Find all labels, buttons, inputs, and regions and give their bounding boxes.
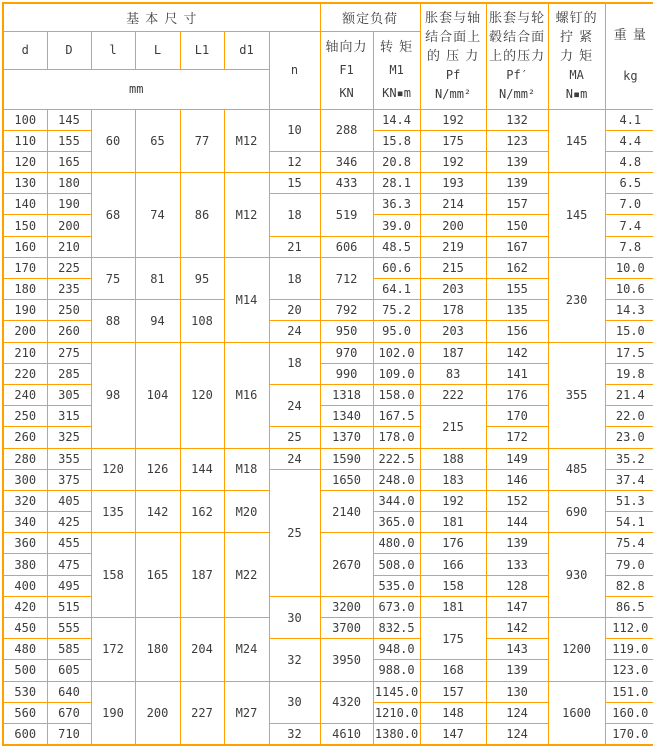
table-cell: 175 bbox=[420, 130, 486, 151]
table-cell: 95.0 bbox=[373, 321, 420, 342]
table-cell: 405 bbox=[47, 490, 91, 511]
table-cell: 190 bbox=[47, 194, 91, 215]
table-cell: 508.0 bbox=[373, 554, 420, 575]
table-cell: 158 bbox=[420, 575, 486, 596]
table-cell: 275 bbox=[47, 342, 91, 363]
table-cell: 4.8 bbox=[605, 151, 653, 172]
table-cell: 135 bbox=[91, 490, 135, 532]
table-cell: 54.1 bbox=[605, 512, 653, 533]
table-cell: 81 bbox=[135, 257, 180, 299]
table-cell: 192 bbox=[420, 490, 486, 511]
header-col-l: l bbox=[91, 31, 135, 69]
table-cell: 1590 bbox=[320, 448, 373, 469]
table-cell: 792 bbox=[320, 300, 373, 321]
table-cell: 124 bbox=[486, 723, 548, 744]
table-cell: 148 bbox=[420, 702, 486, 723]
table-cell: 88 bbox=[91, 300, 135, 342]
table-cell: 165 bbox=[47, 151, 91, 172]
table-cell: 360 bbox=[3, 533, 47, 554]
table-cell: 158 bbox=[91, 533, 135, 618]
table-row bbox=[3, 681, 653, 702]
table-cell: 1650 bbox=[320, 469, 373, 490]
table-cell: 158.0 bbox=[373, 384, 420, 405]
header-unit-mm: mm bbox=[3, 69, 269, 109]
table-cell: 139 bbox=[486, 660, 548, 681]
table-cell: 147 bbox=[486, 596, 548, 617]
table-cell: 200 bbox=[47, 215, 91, 236]
table-cell: 145 bbox=[548, 173, 605, 258]
table-cell: 21 bbox=[269, 236, 320, 257]
table-cell: 156 bbox=[486, 321, 548, 342]
table-cell: 600 bbox=[3, 723, 47, 744]
table-cell: 990 bbox=[320, 363, 373, 384]
table-cell: 480.0 bbox=[373, 533, 420, 554]
table-cell: 150 bbox=[3, 215, 47, 236]
table-cell: 86 bbox=[180, 173, 224, 258]
table-cell: 20.8 bbox=[373, 151, 420, 172]
table-cell: 6.5 bbox=[605, 173, 653, 194]
table-cell: 35.2 bbox=[605, 448, 653, 469]
table-cell: 149 bbox=[486, 448, 548, 469]
table-cell: 144 bbox=[180, 448, 224, 490]
table-cell: 109.0 bbox=[373, 363, 420, 384]
table-cell: 585 bbox=[47, 639, 91, 660]
table-cell: 36.3 bbox=[373, 194, 420, 215]
table-cell: 155 bbox=[486, 279, 548, 300]
table-cell: 124 bbox=[486, 702, 548, 723]
table-cell: 4610 bbox=[320, 723, 373, 744]
table-cell: 260 bbox=[3, 427, 47, 448]
table-cell: 210 bbox=[47, 236, 91, 257]
table-cell: 475 bbox=[47, 554, 91, 575]
table-cell: 495 bbox=[47, 575, 91, 596]
table-cell: 82.8 bbox=[605, 575, 653, 596]
table-cell: 83 bbox=[420, 363, 486, 384]
table-cell: 200 bbox=[3, 321, 47, 342]
table-cell: 355 bbox=[47, 448, 91, 469]
table-cell: 455 bbox=[47, 533, 91, 554]
table-cell: 12 bbox=[269, 151, 320, 172]
header-weight: 重 量 kg bbox=[605, 3, 653, 109]
table-cell: 60 bbox=[91, 109, 135, 173]
table-cell: 1370 bbox=[320, 427, 373, 448]
table-cell: 3200 bbox=[320, 596, 373, 617]
table-cell: 32 bbox=[269, 639, 320, 681]
table-cell: 515 bbox=[47, 596, 91, 617]
table-cell: 340 bbox=[3, 512, 47, 533]
table-cell: 248.0 bbox=[373, 469, 420, 490]
table-cell: 167.5 bbox=[373, 406, 420, 427]
table-cell: 181 bbox=[420, 512, 486, 533]
table-row bbox=[3, 618, 653, 639]
table-cell: 315 bbox=[47, 406, 91, 427]
table-cell: 380 bbox=[3, 554, 47, 575]
table-cell: M12 bbox=[224, 173, 269, 258]
table-cell: 147 bbox=[420, 723, 486, 744]
table-cell: 200 bbox=[135, 681, 180, 745]
table-cell: 21.4 bbox=[605, 384, 653, 405]
table-cell: 123.0 bbox=[605, 660, 653, 681]
table-cell: 151.0 bbox=[605, 681, 653, 702]
table-cell: 18 bbox=[269, 194, 320, 236]
table-cell: 10.0 bbox=[605, 257, 653, 278]
table-cell: 157 bbox=[486, 194, 548, 215]
table-cell: 79.0 bbox=[605, 554, 653, 575]
table-cell: 140 bbox=[3, 194, 47, 215]
table-cell: 7.8 bbox=[605, 236, 653, 257]
table-cell: 10.6 bbox=[605, 279, 653, 300]
table-header bbox=[3, 3, 653, 109]
table-cell: 4.4 bbox=[605, 130, 653, 151]
table-cell: 168 bbox=[420, 660, 486, 681]
table-cell: 250 bbox=[47, 300, 91, 321]
table-cell: 640 bbox=[47, 681, 91, 702]
table-cell: 222 bbox=[420, 384, 486, 405]
header-torque: 转 矩 M1 KN▪m bbox=[373, 31, 420, 109]
table-cell: 180 bbox=[47, 173, 91, 194]
table-cell: 3700 bbox=[320, 618, 373, 639]
table-cell: M20 bbox=[224, 490, 269, 532]
header-col-n: n bbox=[269, 31, 320, 109]
table-cell: 155 bbox=[47, 130, 91, 151]
table-cell: 152 bbox=[486, 490, 548, 511]
table-cell: 1210.0 bbox=[373, 702, 420, 723]
table-cell: 204 bbox=[180, 618, 224, 682]
table-cell: 193 bbox=[420, 173, 486, 194]
table-cell: 165 bbox=[135, 533, 180, 618]
table-row bbox=[3, 257, 653, 278]
table-cell: 425 bbox=[47, 512, 91, 533]
table-cell: 519 bbox=[320, 194, 373, 236]
table-cell: 188 bbox=[420, 448, 486, 469]
table-cell: 420 bbox=[3, 596, 47, 617]
table-cell: 142 bbox=[486, 618, 548, 639]
table-cell: 187 bbox=[420, 342, 486, 363]
table-cell: 500 bbox=[3, 660, 47, 681]
table-cell: 144 bbox=[486, 512, 548, 533]
table-cell: 346 bbox=[320, 151, 373, 172]
header-pressure-shaft: 胀套与轴 结合面上 的 压 力 Pf N/mm² bbox=[420, 3, 486, 109]
table-cell: 30 bbox=[269, 596, 320, 638]
header-col-d: d bbox=[3, 31, 47, 69]
table-cell: 102.0 bbox=[373, 342, 420, 363]
header-pressure-hub: 胀套与轮 毂结合面 上的压力 Pf′ N/mm² bbox=[486, 3, 548, 109]
table-cell: 1600 bbox=[548, 681, 605, 745]
table-cell: 605 bbox=[47, 660, 91, 681]
table-cell: 22.0 bbox=[605, 406, 653, 427]
table-cell: 14.4 bbox=[373, 109, 420, 130]
table-cell: 77 bbox=[180, 109, 224, 173]
table-cell: 145 bbox=[548, 109, 605, 173]
table-cell: 606 bbox=[320, 236, 373, 257]
table-cell: 145 bbox=[47, 109, 91, 130]
table-cell: 227 bbox=[180, 681, 224, 745]
table-cell: 183 bbox=[420, 469, 486, 490]
header-tightening-torque: 螺钉的 拧 紧 力 矩 MA N▪m bbox=[548, 3, 605, 109]
table-cell: 95 bbox=[180, 257, 224, 299]
table-cell: 375 bbox=[47, 469, 91, 490]
table-cell: 180 bbox=[3, 279, 47, 300]
table-cell: 1340 bbox=[320, 406, 373, 427]
table-cell: 230 bbox=[548, 257, 605, 342]
table-cell: 123 bbox=[486, 130, 548, 151]
table-cell: 235 bbox=[47, 279, 91, 300]
table-cell: 170 bbox=[486, 406, 548, 427]
table-cell: 219 bbox=[420, 236, 486, 257]
table-cell: 142 bbox=[135, 490, 180, 532]
table-cell: 166 bbox=[420, 554, 486, 575]
table-cell: 433 bbox=[320, 173, 373, 194]
table-cell: 190 bbox=[3, 300, 47, 321]
table-cell: 28.1 bbox=[373, 173, 420, 194]
table-cell: 23.0 bbox=[605, 427, 653, 448]
table-cell: M22 bbox=[224, 533, 269, 618]
table-row bbox=[3, 173, 653, 194]
header-col-L: L bbox=[135, 31, 180, 69]
table-cell: 7.0 bbox=[605, 194, 653, 215]
table-cell: 176 bbox=[420, 533, 486, 554]
header-axial-force: 轴向力 F1 KN bbox=[320, 31, 373, 109]
table-cell: 187 bbox=[180, 533, 224, 618]
table-cell: 75.4 bbox=[605, 533, 653, 554]
table-cell: 128 bbox=[486, 575, 548, 596]
table-cell: 1145.0 bbox=[373, 681, 420, 702]
header-col-D: D bbox=[47, 31, 91, 69]
table-cell: 160.0 bbox=[605, 702, 653, 723]
table-cell: M18 bbox=[224, 448, 269, 490]
table-cell: 555 bbox=[47, 618, 91, 639]
table-cell: M14 bbox=[224, 257, 269, 342]
table-row bbox=[3, 533, 653, 554]
table-cell: 160 bbox=[3, 236, 47, 257]
table-cell: 4320 bbox=[320, 681, 373, 723]
table-cell: 139 bbox=[486, 151, 548, 172]
table-cell: 3950 bbox=[320, 639, 373, 681]
table-cell: 181 bbox=[420, 596, 486, 617]
table-cell: 75 bbox=[91, 257, 135, 299]
table-cell: 280 bbox=[3, 448, 47, 469]
table-cell: 192 bbox=[420, 151, 486, 172]
table-cell: 108 bbox=[180, 300, 224, 342]
table-cell: 86.5 bbox=[605, 596, 653, 617]
spec-table bbox=[2, 2, 653, 746]
table-cell: M24 bbox=[224, 618, 269, 682]
table-cell: 2140 bbox=[320, 490, 373, 532]
table-cell: 15 bbox=[269, 173, 320, 194]
table-cell: 712 bbox=[320, 257, 373, 299]
table-cell: 192 bbox=[420, 109, 486, 130]
table-cell: 51.3 bbox=[605, 490, 653, 511]
table-cell: 130 bbox=[3, 173, 47, 194]
table-cell: 60.6 bbox=[373, 257, 420, 278]
header-basic-dimensions: 基 本 尺 寸 bbox=[3, 3, 320, 31]
table-cell: 30 bbox=[269, 681, 320, 723]
table-cell: 215 bbox=[420, 406, 486, 448]
table-cell: M12 bbox=[224, 109, 269, 173]
table-row bbox=[3, 448, 653, 469]
table-cell: 214 bbox=[420, 194, 486, 215]
table-cell: 18 bbox=[269, 342, 320, 384]
table-cell: 19.8 bbox=[605, 363, 653, 384]
table-cell: 240 bbox=[3, 384, 47, 405]
table-cell: 673.0 bbox=[373, 596, 420, 617]
table-cell: 288 bbox=[320, 109, 373, 151]
table-cell: 119.0 bbox=[605, 639, 653, 660]
table-cell: 48.5 bbox=[373, 236, 420, 257]
table-cell: 200 bbox=[420, 215, 486, 236]
table-cell: 15.0 bbox=[605, 321, 653, 342]
table-cell: 948.0 bbox=[373, 639, 420, 660]
table-cell: 1380.0 bbox=[373, 723, 420, 744]
table-cell: 15.8 bbox=[373, 130, 420, 151]
table-cell: 120 bbox=[180, 342, 224, 448]
table-cell: 94 bbox=[135, 300, 180, 342]
table-cell: 132 bbox=[486, 109, 548, 130]
table-cell: 126 bbox=[135, 448, 180, 490]
table-cell: 135 bbox=[486, 300, 548, 321]
table-cell: 37.4 bbox=[605, 469, 653, 490]
table-cell: 98 bbox=[91, 342, 135, 448]
table-cell: 320 bbox=[3, 490, 47, 511]
header-row-1 bbox=[3, 3, 653, 31]
table-cell: 64.1 bbox=[373, 279, 420, 300]
table-cell: 39.0 bbox=[373, 215, 420, 236]
table-cell: 178 bbox=[420, 300, 486, 321]
table-body bbox=[3, 109, 653, 745]
table-cell: 988.0 bbox=[373, 660, 420, 681]
table-row bbox=[3, 342, 653, 363]
table-cell: 2670 bbox=[320, 533, 373, 597]
table-cell: 139 bbox=[486, 533, 548, 554]
table-cell: 480 bbox=[3, 639, 47, 660]
table-cell: 1200 bbox=[548, 618, 605, 682]
table-cell: 178.0 bbox=[373, 427, 420, 448]
table-cell: 220 bbox=[3, 363, 47, 384]
table-cell: 344.0 bbox=[373, 490, 420, 511]
table-cell: 832.5 bbox=[373, 618, 420, 639]
table-cell: 157 bbox=[420, 681, 486, 702]
table-cell: 215 bbox=[420, 257, 486, 278]
table-cell: 250 bbox=[3, 406, 47, 427]
header-rated-load: 额定负荷 bbox=[320, 3, 420, 31]
table-cell: 167 bbox=[486, 236, 548, 257]
table-cell: 10 bbox=[269, 109, 320, 151]
table-cell: 18 bbox=[269, 257, 320, 299]
table-cell: 24 bbox=[269, 384, 320, 426]
table-cell: 176 bbox=[486, 384, 548, 405]
table-cell: 225 bbox=[47, 257, 91, 278]
table-cell: 305 bbox=[47, 384, 91, 405]
table-row bbox=[3, 109, 653, 130]
table-cell: 110 bbox=[3, 130, 47, 151]
table-cell: 485 bbox=[548, 448, 605, 490]
table-cell: 100 bbox=[3, 109, 47, 130]
table-cell: 162 bbox=[486, 257, 548, 278]
table-cell: 180 bbox=[135, 618, 180, 682]
table-cell: 14.3 bbox=[605, 300, 653, 321]
table-cell: 172 bbox=[91, 618, 135, 682]
table-cell: 24 bbox=[269, 321, 320, 342]
table-cell: 325 bbox=[47, 427, 91, 448]
table-cell: 210 bbox=[3, 342, 47, 363]
table-cell: 4.1 bbox=[605, 109, 653, 130]
table-cell: 112.0 bbox=[605, 618, 653, 639]
table-cell: 175 bbox=[420, 618, 486, 660]
table-cell: 143 bbox=[486, 639, 548, 660]
table-cell: 139 bbox=[486, 173, 548, 194]
table-cell: 260 bbox=[47, 321, 91, 342]
table-cell: 355 bbox=[548, 342, 605, 448]
table-cell: 222.5 bbox=[373, 448, 420, 469]
table-cell: 150 bbox=[486, 215, 548, 236]
table-cell: 25 bbox=[269, 427, 320, 448]
table-cell: 170.0 bbox=[605, 723, 653, 744]
table-cell: 24 bbox=[269, 448, 320, 469]
table-cell: 690 bbox=[548, 490, 605, 532]
table-cell: 20 bbox=[269, 300, 320, 321]
table-cell: 535.0 bbox=[373, 575, 420, 596]
table-cell: 120 bbox=[91, 448, 135, 490]
table-cell: 203 bbox=[420, 321, 486, 342]
table-cell: 130 bbox=[486, 681, 548, 702]
table-cell: 142 bbox=[486, 342, 548, 363]
table-cell: M16 bbox=[224, 342, 269, 448]
table-cell: 950 bbox=[320, 321, 373, 342]
header-col-d1: d1 bbox=[224, 31, 269, 69]
table-cell: 970 bbox=[320, 342, 373, 363]
table-cell: 172 bbox=[486, 427, 548, 448]
table-cell: 25 bbox=[269, 469, 320, 596]
table-row bbox=[3, 490, 653, 511]
table-cell: 146 bbox=[486, 469, 548, 490]
table-cell: 74 bbox=[135, 173, 180, 258]
table-cell: 133 bbox=[486, 554, 548, 575]
table-cell: 285 bbox=[47, 363, 91, 384]
table-cell: 190 bbox=[91, 681, 135, 745]
table-cell: 68 bbox=[91, 173, 135, 258]
table-cell: 170 bbox=[3, 257, 47, 278]
table-cell: 710 bbox=[47, 723, 91, 744]
table-cell: 530 bbox=[3, 681, 47, 702]
table-cell: 120 bbox=[3, 151, 47, 172]
table-cell: 65 bbox=[135, 109, 180, 173]
header-col-L1: L1 bbox=[180, 31, 224, 69]
table-cell: 203 bbox=[420, 279, 486, 300]
table-cell: 32 bbox=[269, 723, 320, 744]
table-cell: 930 bbox=[548, 533, 605, 618]
table-cell: 7.4 bbox=[605, 215, 653, 236]
table-cell: 450 bbox=[3, 618, 47, 639]
table-cell: 560 bbox=[3, 702, 47, 723]
table-cell: 104 bbox=[135, 342, 180, 448]
table-cell: 300 bbox=[3, 469, 47, 490]
table-cell: 670 bbox=[47, 702, 91, 723]
table-cell: 75.2 bbox=[373, 300, 420, 321]
table-cell: 400 bbox=[3, 575, 47, 596]
table-cell: M27 bbox=[224, 681, 269, 745]
table-cell: 162 bbox=[180, 490, 224, 532]
table-cell: 365.0 bbox=[373, 512, 420, 533]
table-cell: 1318 bbox=[320, 384, 373, 405]
table-cell: 141 bbox=[486, 363, 548, 384]
table-cell: 17.5 bbox=[605, 342, 653, 363]
